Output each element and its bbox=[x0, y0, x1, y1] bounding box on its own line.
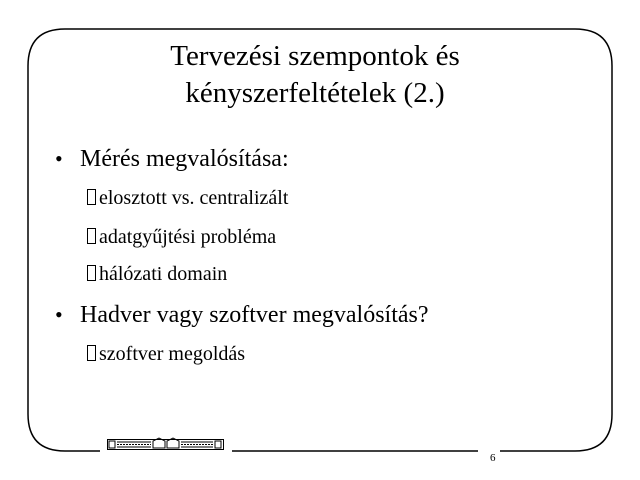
sub-bullet-item bbox=[87, 262, 227, 286]
bullet-dot-icon: • bbox=[55, 146, 63, 171]
slide-title-line-2: kényszerfeltételek (2.) bbox=[185, 77, 445, 109]
bullet-item bbox=[55, 145, 289, 173]
bullet-item bbox=[55, 301, 429, 329]
bullet-text: Mérés megvalósítása: bbox=[80, 146, 289, 172]
sub-bullet-item bbox=[87, 225, 276, 249]
box-glyph-icon bbox=[87, 345, 96, 361]
box-glyph-icon bbox=[87, 189, 96, 205]
bullet-text: Hadver vagy szoftver megvalósítás? bbox=[80, 302, 429, 328]
page-number: 6 bbox=[490, 452, 496, 464]
slide-title-line-1: Tervezési szempontok és bbox=[170, 40, 460, 72]
box-glyph-icon bbox=[87, 265, 96, 281]
sub-bullet-text: adatgyűjtési probléma bbox=[99, 226, 277, 248]
box-glyph-icon bbox=[87, 228, 96, 244]
university-logo-icon bbox=[107, 437, 224, 451]
bullet-dot-icon: • bbox=[55, 302, 63, 327]
sub-bullet-text: szoftver megoldás bbox=[99, 343, 246, 365]
sub-bullet-text: elosztott vs. centralizált bbox=[99, 187, 289, 209]
sub-bullet-text: hálózati domain bbox=[99, 263, 228, 285]
sub-bullet-item bbox=[87, 342, 245, 366]
sub-bullet-item bbox=[87, 186, 288, 210]
